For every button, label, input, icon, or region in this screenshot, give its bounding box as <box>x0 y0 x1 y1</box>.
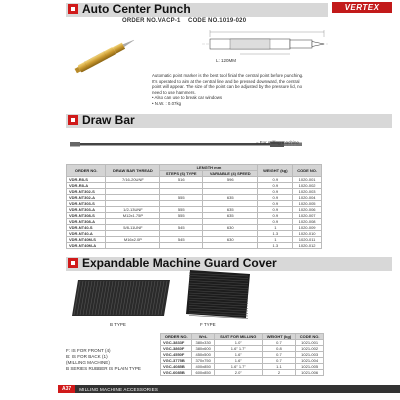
cell-order: VDR-NT302-S <box>67 189 106 195</box>
cell-thread <box>106 243 160 249</box>
drawbar-table <box>66 164 322 249</box>
cell-weight: 0.9 <box>258 219 293 225</box>
section-flag-icon <box>68 4 78 14</box>
cell-order: VDR-NT303-A <box>67 207 106 213</box>
section-flag-icon <box>68 258 78 268</box>
b-type-cover-photo <box>70 276 174 320</box>
footer-text: MILLING MACHINE ACCESSORIES <box>79 386 159 392</box>
cell-code: 1020-002 <box>293 183 322 189</box>
cell-steps: 545 <box>160 225 203 231</box>
cell-weight: 0.9 <box>258 207 293 213</box>
punch-title: Auto Center Punch <box>82 1 191 16</box>
cell-order: VDR-NT40-S <box>67 225 106 231</box>
col-order: ORDER NO. <box>161 334 192 340</box>
cell-variable: 635 <box>203 213 258 219</box>
f-type-label: F TYPE <box>200 322 216 327</box>
cell-weight: 0.9 <box>258 213 293 219</box>
cell-code: 1021-004 <box>296 358 324 364</box>
cell-suit: 1.6" 1.7" <box>214 364 262 370</box>
cell-weight: 0.9 <box>258 201 293 207</box>
punch-order-no: ORDER NO.VACP-1 <box>122 18 181 24</box>
cell-weight: 0.9 <box>258 189 293 195</box>
cell-code: 1020-007 <box>293 213 322 219</box>
desc-line: point will appear. The size of the point can be adjusted by the pressure lid, no <box>152 84 303 89</box>
cell-weight: 1.3 <box>258 231 293 237</box>
cell-order: VDR-R8-S <box>67 177 106 183</box>
drawbar-title: Draw Bar <box>82 112 135 127</box>
desc-line: • N.W. : 0.07kg <box>152 100 182 106</box>
col-weight: WEIGHT (kg) <box>262 334 295 340</box>
cell-weight: 0.7 <box>262 340 295 346</box>
cell-order: VGC-3775B <box>161 358 192 364</box>
cell-code: 1020-010 <box>293 231 322 237</box>
cell-code: 1020-001 <box>293 177 322 183</box>
cell-thread: M12x1.75P <box>106 213 160 219</box>
col-weight: WEIGHT (kg) <box>258 165 293 177</box>
cell-order: VGC-3860F <box>161 346 192 352</box>
section-flag-icon <box>68 115 78 125</box>
col-thread: DRAW BAR THREAD <box>106 165 160 177</box>
cell-weight: 0.7 <box>262 358 295 364</box>
brand-logo: VERTEX <box>332 2 392 13</box>
cell-thread: 5/8-11UNF <box>106 225 160 231</box>
cell-code: 1020-012 <box>293 243 322 249</box>
cell-suit: 1.6" 1.7" <box>214 346 262 352</box>
cell-steps <box>160 243 203 249</box>
cell-steps: 516 <box>160 177 203 183</box>
desc-line: It's operated to aim at the central line and be pressed downward, the central <box>152 78 300 84</box>
desc-line: Automatic point marker is the best tool finial the central point before punching. <box>152 73 304 78</box>
cell-code: 1021-002 <box>296 346 324 352</box>
cell-order: VDR-NT302-A <box>67 195 106 201</box>
punch-length-label: L: 120MM <box>216 58 237 63</box>
punch-code-no: CODE NO.1019-020 <box>188 18 247 24</box>
cell-steps: 545 <box>160 237 203 243</box>
desc-line: • Also can use to break car windows <box>152 95 223 100</box>
cell-steps: 555 <box>160 213 203 219</box>
cell-code: 1021-001 <box>296 340 324 346</box>
cell-order: VGC-3833F <box>161 340 192 346</box>
f-type-cover-photo <box>184 268 252 320</box>
cell-steps: 555 <box>160 207 203 213</box>
center-punch-photo <box>64 30 144 82</box>
cell-weight: 2 <box>262 370 295 376</box>
col-length: LENGTH mm <box>160 165 258 171</box>
guard-table <box>160 333 324 376</box>
cell-variable: 596 <box>203 177 258 183</box>
guard-note: B SERIES RUBBER IS PLAIN TYPE <box>66 366 141 371</box>
cell-variable: 630 <box>203 237 258 243</box>
cell-order: VDR-NT303-S <box>67 201 106 207</box>
cell-variable: 630 <box>203 225 258 231</box>
table-row <box>161 370 324 376</box>
cell-thread: 1/2-13UNF <box>106 207 160 213</box>
cell-code: 1020-005 <box>293 201 322 207</box>
cell-code: 1021-003 <box>296 352 324 358</box>
cell-suit: 2.0" <box>214 370 262 376</box>
cell-weight: 0.9 <box>258 195 293 201</box>
guard-note: F: IS FOR FRONT (4) <box>66 348 111 353</box>
cell-order: VGC-4550F <box>161 352 192 358</box>
guard-title: Expandable Machine Guard Cover <box>82 255 277 270</box>
page-footer <box>58 385 400 393</box>
col-wl: W×L <box>192 334 214 340</box>
cell-weight: 0.8 <box>262 346 295 352</box>
cell-code: 1020-004 <box>293 195 322 201</box>
cell-wl: 450x500 <box>192 352 214 358</box>
punch-section-header <box>66 0 328 17</box>
col-code: CODE NO. <box>293 165 322 177</box>
cell-order: VGC-6085B <box>161 370 192 376</box>
cell-suit: 1.6" <box>214 352 262 358</box>
guard-note: B: IS FOR BACK (1) <box>66 354 108 359</box>
page-number: A37 <box>58 385 75 393</box>
cell-weight: 1.1 <box>262 364 295 370</box>
cell-order: VGC-4085B <box>161 364 192 370</box>
cell-code: 1020-009 <box>293 225 322 231</box>
cell-order: VDR-R8-A <box>67 183 106 189</box>
cell-code: 1020-003 <box>293 189 322 195</box>
cell-order: VDR-NT40M-A <box>67 243 106 249</box>
guard-notes <box>66 348 141 372</box>
cell-variable <box>203 243 258 249</box>
cell-weight: 0.9 <box>258 183 293 189</box>
cell-weight: 1 <box>258 237 293 243</box>
col-variable: VARIABLE (4) SPEED <box>203 171 258 177</box>
cell-wl: 600x850 <box>192 370 214 376</box>
cell-code: 1020-006 <box>293 207 322 213</box>
cell-code: 1020-011 <box>293 237 322 243</box>
b-type-label: B TYPE <box>110 322 126 327</box>
cell-thread: M16x2.0P <box>106 237 160 243</box>
cell-weight: 1.3 <box>258 243 293 249</box>
cell-weight: 0.7 <box>262 352 295 358</box>
cell-variable: 635 <box>203 195 258 201</box>
drawbar-section-header <box>66 111 392 128</box>
cell-thread: 7/16-20UNF <box>106 177 160 183</box>
table-row <box>67 243 322 249</box>
cell-wl: 370x750 <box>192 358 214 364</box>
cell-code: 1021-006 <box>296 370 324 376</box>
cell-variable: 635 <box>203 207 258 213</box>
cell-order: VDR-NT40-A <box>67 231 106 237</box>
cell-order: VDR-NT308-S <box>67 213 106 219</box>
guard-note: (MILLING MACHINE) <box>66 360 110 365</box>
cell-wl: 380x330 <box>192 340 214 346</box>
col-code: CODE NO. <box>296 334 324 340</box>
cell-steps: 555 <box>160 195 203 201</box>
cell-wl: 400x850 <box>192 364 214 370</box>
drawbar-note: = For milling machine <box>256 140 299 145</box>
cell-code: 1020-008 <box>293 219 322 225</box>
cell-weight: 0.9 <box>258 177 293 183</box>
cell-suit: 1.6" <box>214 358 262 364</box>
cell-suit: 1.0" <box>214 340 262 346</box>
col-steps: STEPS (6) TYPE <box>160 171 203 177</box>
cell-code: 1021-005 <box>296 364 324 370</box>
punch-description <box>152 73 324 106</box>
cell-order: VDR-NT308-A <box>67 219 106 225</box>
cell-order: VDR-NT40M-S <box>67 237 106 243</box>
cell-wl: 380x600 <box>192 346 214 352</box>
col-order: ORDER NO. <box>67 165 106 177</box>
cell-weight: 1 <box>258 225 293 231</box>
col-suit: SUIT FOR MILLING <box>214 334 262 340</box>
desc-line: need to use hammers. <box>152 89 196 95</box>
